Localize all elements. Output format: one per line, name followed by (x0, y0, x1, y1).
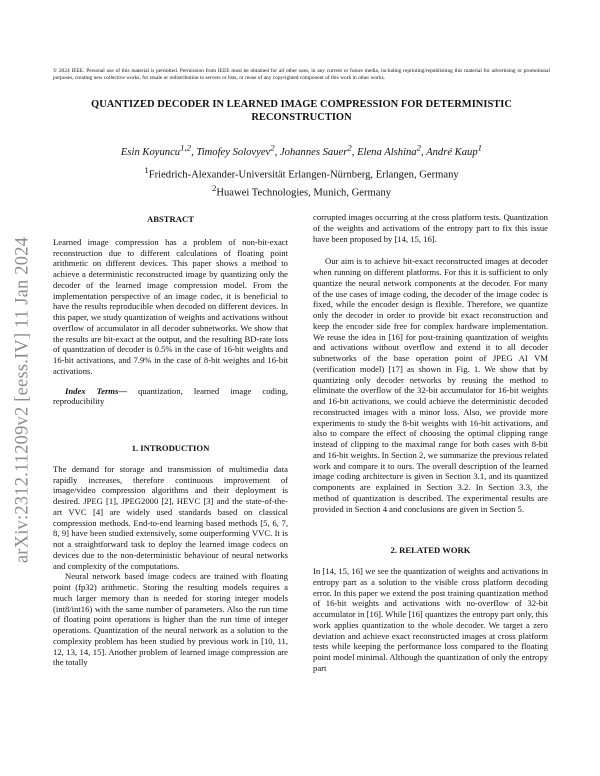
affiliation-1 (53, 164, 550, 182)
author-name: André Kaup (426, 146, 478, 158)
author-separator: , (351, 146, 358, 158)
affiliation-sup: 2 (211, 182, 217, 193)
author-name: Johannes Sauer (279, 146, 348, 158)
abstract-heading: ABSTRACT (147, 214, 194, 224)
related-work-paragraph-1: In [14, 15, 16] we see the quantization of weights and activations in entropy part as a solution to the visible cross platform decoding error. In this paper we extend the post training quantization method of 16-bit weights and activations with no-overflow of 32-bit accumulator in [16]. While [16] quantizes the entropy part only, this work applies quantization to the whole decoder. We target a zero deviation and achieve exact reconstructed images at cross platform tests while keeping the performance loss compared to the floating point model minimal. Although the quantization of only the entropy part (313, 566, 548, 673)
intro-paragraph-3: corrupted images occurring at the cross platform tests. Quantization of the weights and activations of the entropy part to fix this issue have been proposed by [14, 15, 16]. (313, 212, 548, 244)
author-separator: , (274, 146, 280, 158)
index-terms (53, 386, 288, 408)
arxiv-identifier (3, 200, 43, 600)
affiliation-sup: 1 (144, 165, 149, 175)
abstract-text: Learned image compression has a problem of non-bit-exact reconstruction due to different calculations of floating point arithmetic on different devices. This paper shows a method to achieve a deterministic reconstructed image by quantizing only the decoder of the learned image compression model. From the implementation perspective of an image codec, it is beneficial to have the results reproducible when decoded on different devices. In this paper, we study quantization of weights and activations without overflow of accumulator in all decoder subnetworks. We show that the results are bit-exact at the output, and the resulting BD-rate loss of quantization of decoder is 0.5% in the case of 16-bit weights and 16-bit activations, and 7.9% in the case of 8-bit weights and 16-bit activations. (53, 236, 288, 376)
affiliation-text: Huawei Technologies, Munich, Germany (216, 187, 392, 199)
author-separator: , (191, 146, 197, 158)
affiliation-2 (53, 182, 550, 200)
index-terms-label: Index Terms— (65, 385, 127, 396)
related-work-heading: 2. RELATED WORK (390, 545, 471, 556)
left-column (53, 214, 288, 668)
author-2 (196, 142, 280, 158)
affiliation-text: Friedrich-Alexander-Universität Erlangen-Nürnberg, Erlangen, Germany (148, 169, 459, 181)
author-4 (357, 142, 427, 158)
author-1 (120, 142, 197, 158)
author-affil-sup: 2 (270, 142, 275, 152)
author-name: Timofey Solovyev (196, 146, 271, 158)
author-5 (426, 142, 483, 158)
index-terms-text: quantization, learned image coding, reproducibility (53, 385, 288, 407)
right-column (313, 212, 548, 674)
author-affil-sup: 1,2 (180, 142, 192, 152)
author-affil-sup: 2 (416, 142, 422, 152)
author-3 (279, 142, 358, 158)
author-name: Elena Alshina (357, 146, 417, 158)
arxiv-id-text: arXiv:2312.11209v2 [eess.IV] 11 Jan 2024 (12, 236, 33, 564)
author-list (53, 142, 550, 158)
title-line-1: QUANTIZED DECODER IN LEARNED IMAGE COMPRESSION FOR DETERMINISTIC (91, 99, 512, 110)
copyright-notice: © 2024 IEEE. Personal use of this material is permitted. Permission from IEEE must be obtained for all other uses, in any current or future media, including reprinting/republishing this material for advertising or promotional purposes, creating new collective works, for resale or redistribution to servers or lists, or reuse of any copyrighted component of this work in other works. (53, 68, 550, 81)
intro-paragraph-1: The demand for storage and transmission of multimedia data rapidly increases, therefore continuous improvement of image/video compression algorithms and their deployment is desired. JPEG [1], JPEG2000 [2], HEVC [3] and the state-of-the-art VVC [4] are widely used standards based on classical compression methods. End-to-end learning based methods [5, 6, 7, 8, 9] have been studied extensively, some outperforming VVC. It is not a straightforward task to deploy the learned image codecs on devices due to the non-deterministic behaviour of neural networks and complexity of the computations. (53, 463, 288, 571)
author-affil-sup: 2 (347, 142, 352, 152)
intro-paragraph-2: Neural network based image codecs are trained with floating point (fp32) arithmetic. Storing the resulting models requires a much larger memory than is needed for storing integer models (int8/int16) with the same number of parameters. Also the run time of floating point operations is higher than the run time of integer operations. Quantization of the neural network as a solution to the complexity problem has been studied by previous work in [10, 11, 12, 13, 14, 15]. Another problem of learned image compression are the totally (53, 571, 288, 668)
author-affil-sup: 1 (477, 142, 483, 152)
affiliations (53, 164, 550, 199)
introduction-heading: 1. INTRODUCTION (131, 443, 210, 453)
intro-paragraph-4: Our aim is to achieve bit-exact reconstructed images at decoder when running on different platforms. For this it is sufficient to only quantize the neural network components at the decoder. For many of the use cases of image coding, the decoder of the image codec is fixed, while the encoder design is flexible. Therefore, we quantize only the decoder in order to provide bit exact reconstruction and keep the encoder side free for complex hardware implementation. We reuse the idea in [16] for post-training quantization of weights and activations without overflow and extend it to all decoder subnetworks of the base operation point of JPEG AI VM (verification model) [17] as shown in Fig. 1. We show that by quantizing only decoder networks by reusing the method to eliminate the overflow of the 32-bit accumulator for 16-bit weights and 16-bit activations, we could achieve the deterministic decoded reconstructed images with a minor loss. Also, we provide more experiments to study the 8-bit weights with 16-bit activations, and also to compare the effect of choosing the optimal clipping range instead of clipping to the maximal range for both cases with 8-bit and 16-bit weights. In Section 2, we summarize the previous related work and compare it to ours. The overall description of the learned image coding architecture is given in Section 3.1, and its quantized components are explained in Section 3.2. In Section 3.3, the method of quantization is described. The experimental results are provided in Section 4 and conclusions are given in Section 5. (313, 256, 548, 514)
paper-title (53, 98, 550, 124)
author-name: Esin Koyuncu (120, 146, 181, 158)
author-separator: , (421, 146, 427, 158)
title-line-2: RECONSTRUCTION (251, 112, 352, 123)
